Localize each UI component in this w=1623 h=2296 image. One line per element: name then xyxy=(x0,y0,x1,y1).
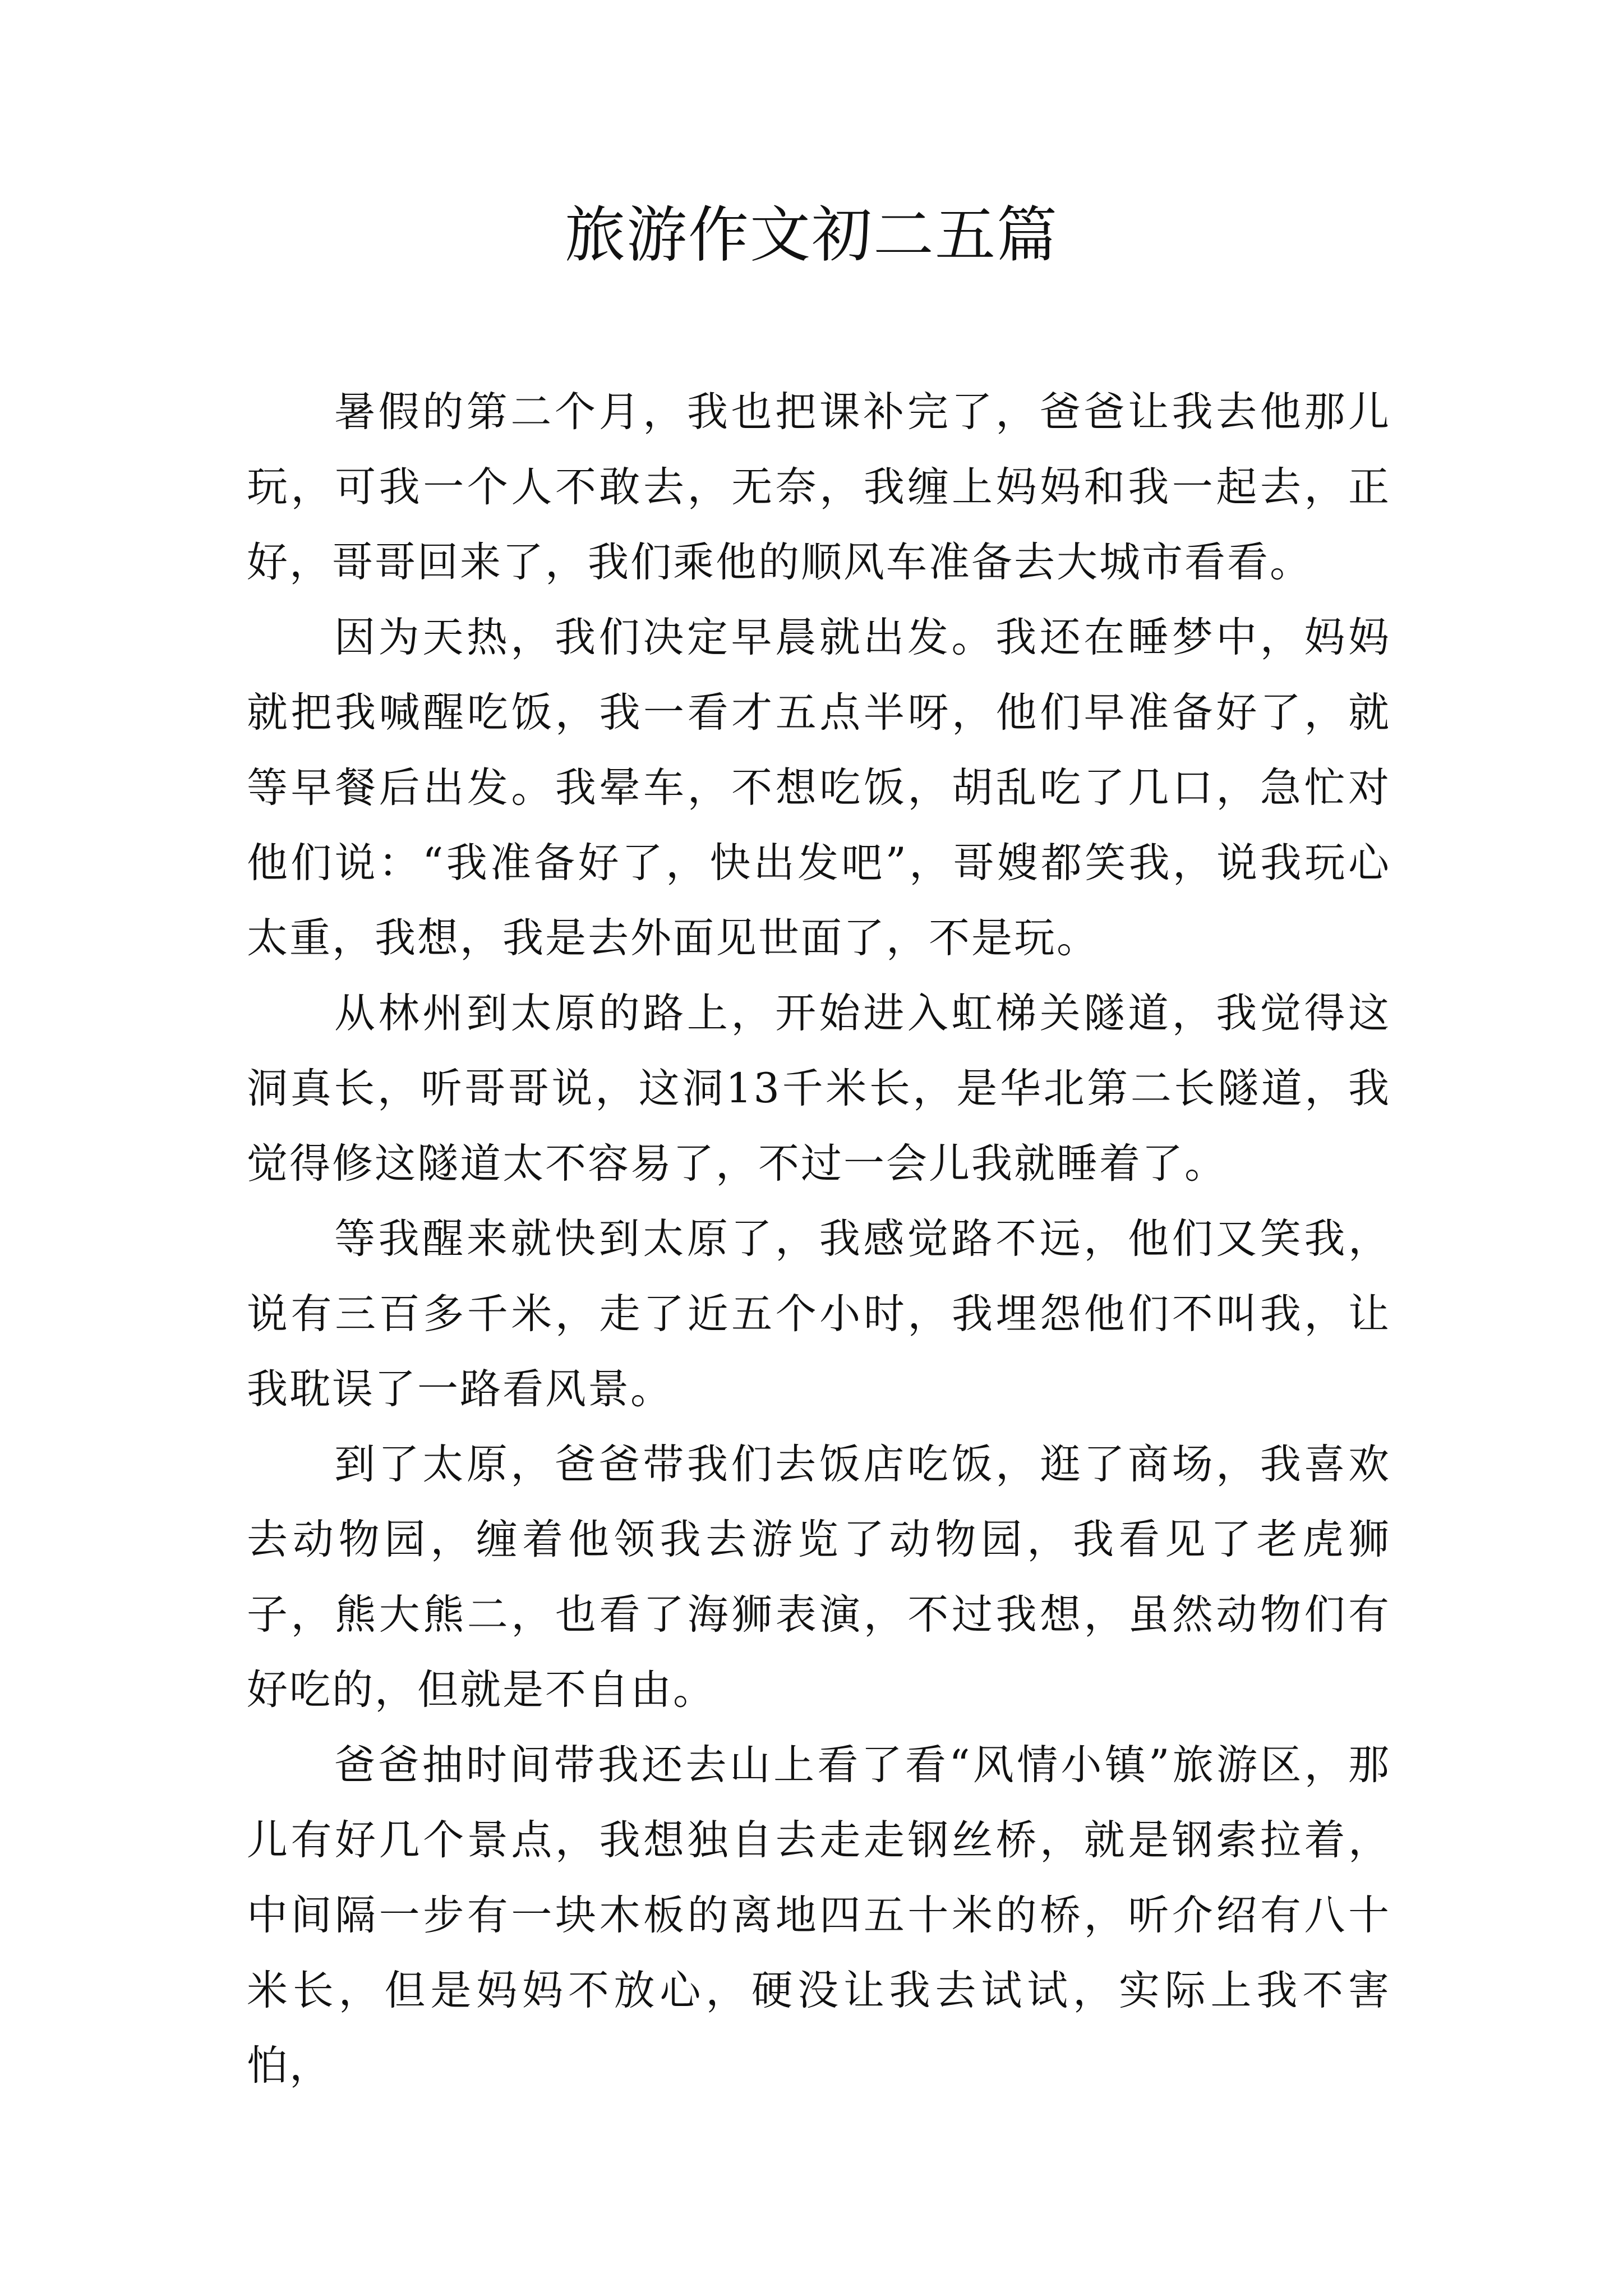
paragraph: 暑假的第二个月，我也把课补完了，爸爸让我去他那儿玩，可我一个人不敢去，无奈，我缠上妈妈和我一起去，正好，哥哥回来了，我们乘他的顺风车准备去大城市看看。 xyxy=(247,388,1391,586)
document-body xyxy=(247,375,1391,2104)
paragraph: 等我醒来就快到太原了，我感觉路不远，他们又笑我，说有三百多千米，走了近五个小时，我埋怨他们不叫我，让我耽误了一路看风景。 xyxy=(247,1215,1391,1413)
paragraph: 从林州到太原的路上，开始进入虹梯关隧道，我觉得这洞真长，听哥哥说，这洞13千米长，是华北第二长隧道，我觉得修这隧道太不容易了，不过一会儿我就睡着了。 xyxy=(247,990,1391,1188)
paragraph: 到了太原，爸爸带我们去饭店吃饭，逛了商场，我喜欢去动物园，缠着他领我去游览了动物园，我看见了老虎狮子，熊大熊二，也看了海狮表演，不过我想，虽然动物们有好吃的，但就是不自由。 xyxy=(247,1441,1391,1714)
document-title: 旅游作文初二五篇 xyxy=(564,200,1058,270)
paragraph: 因为天热，我们决定早晨就出发。我还在睡梦中，妈妈就把我喊醒吃饭，我一看才五点半呀，他们早准备好了，就等早餐后出发。我晕车，不想吃饭，胡乱吃了几口，急忙对他们说：“我准备好了，快出发吧”，哥嫂都笑我，说我玩心太重，我想，我是去外面见世面了，不是玩。 xyxy=(247,614,1391,962)
paragraph: 爸爸抽时间带我还去山上看了看“风情小镇”旅游区，那儿有好几个景点，我想独自去走走钢丝桥，就是钢索拉着，中间隔一步有一块木板的离地四五十米的桥，听介绍有八十米长，但是妈妈不放心，硬没让我去试试，实际上我不害怕， xyxy=(247,1741,1391,2090)
